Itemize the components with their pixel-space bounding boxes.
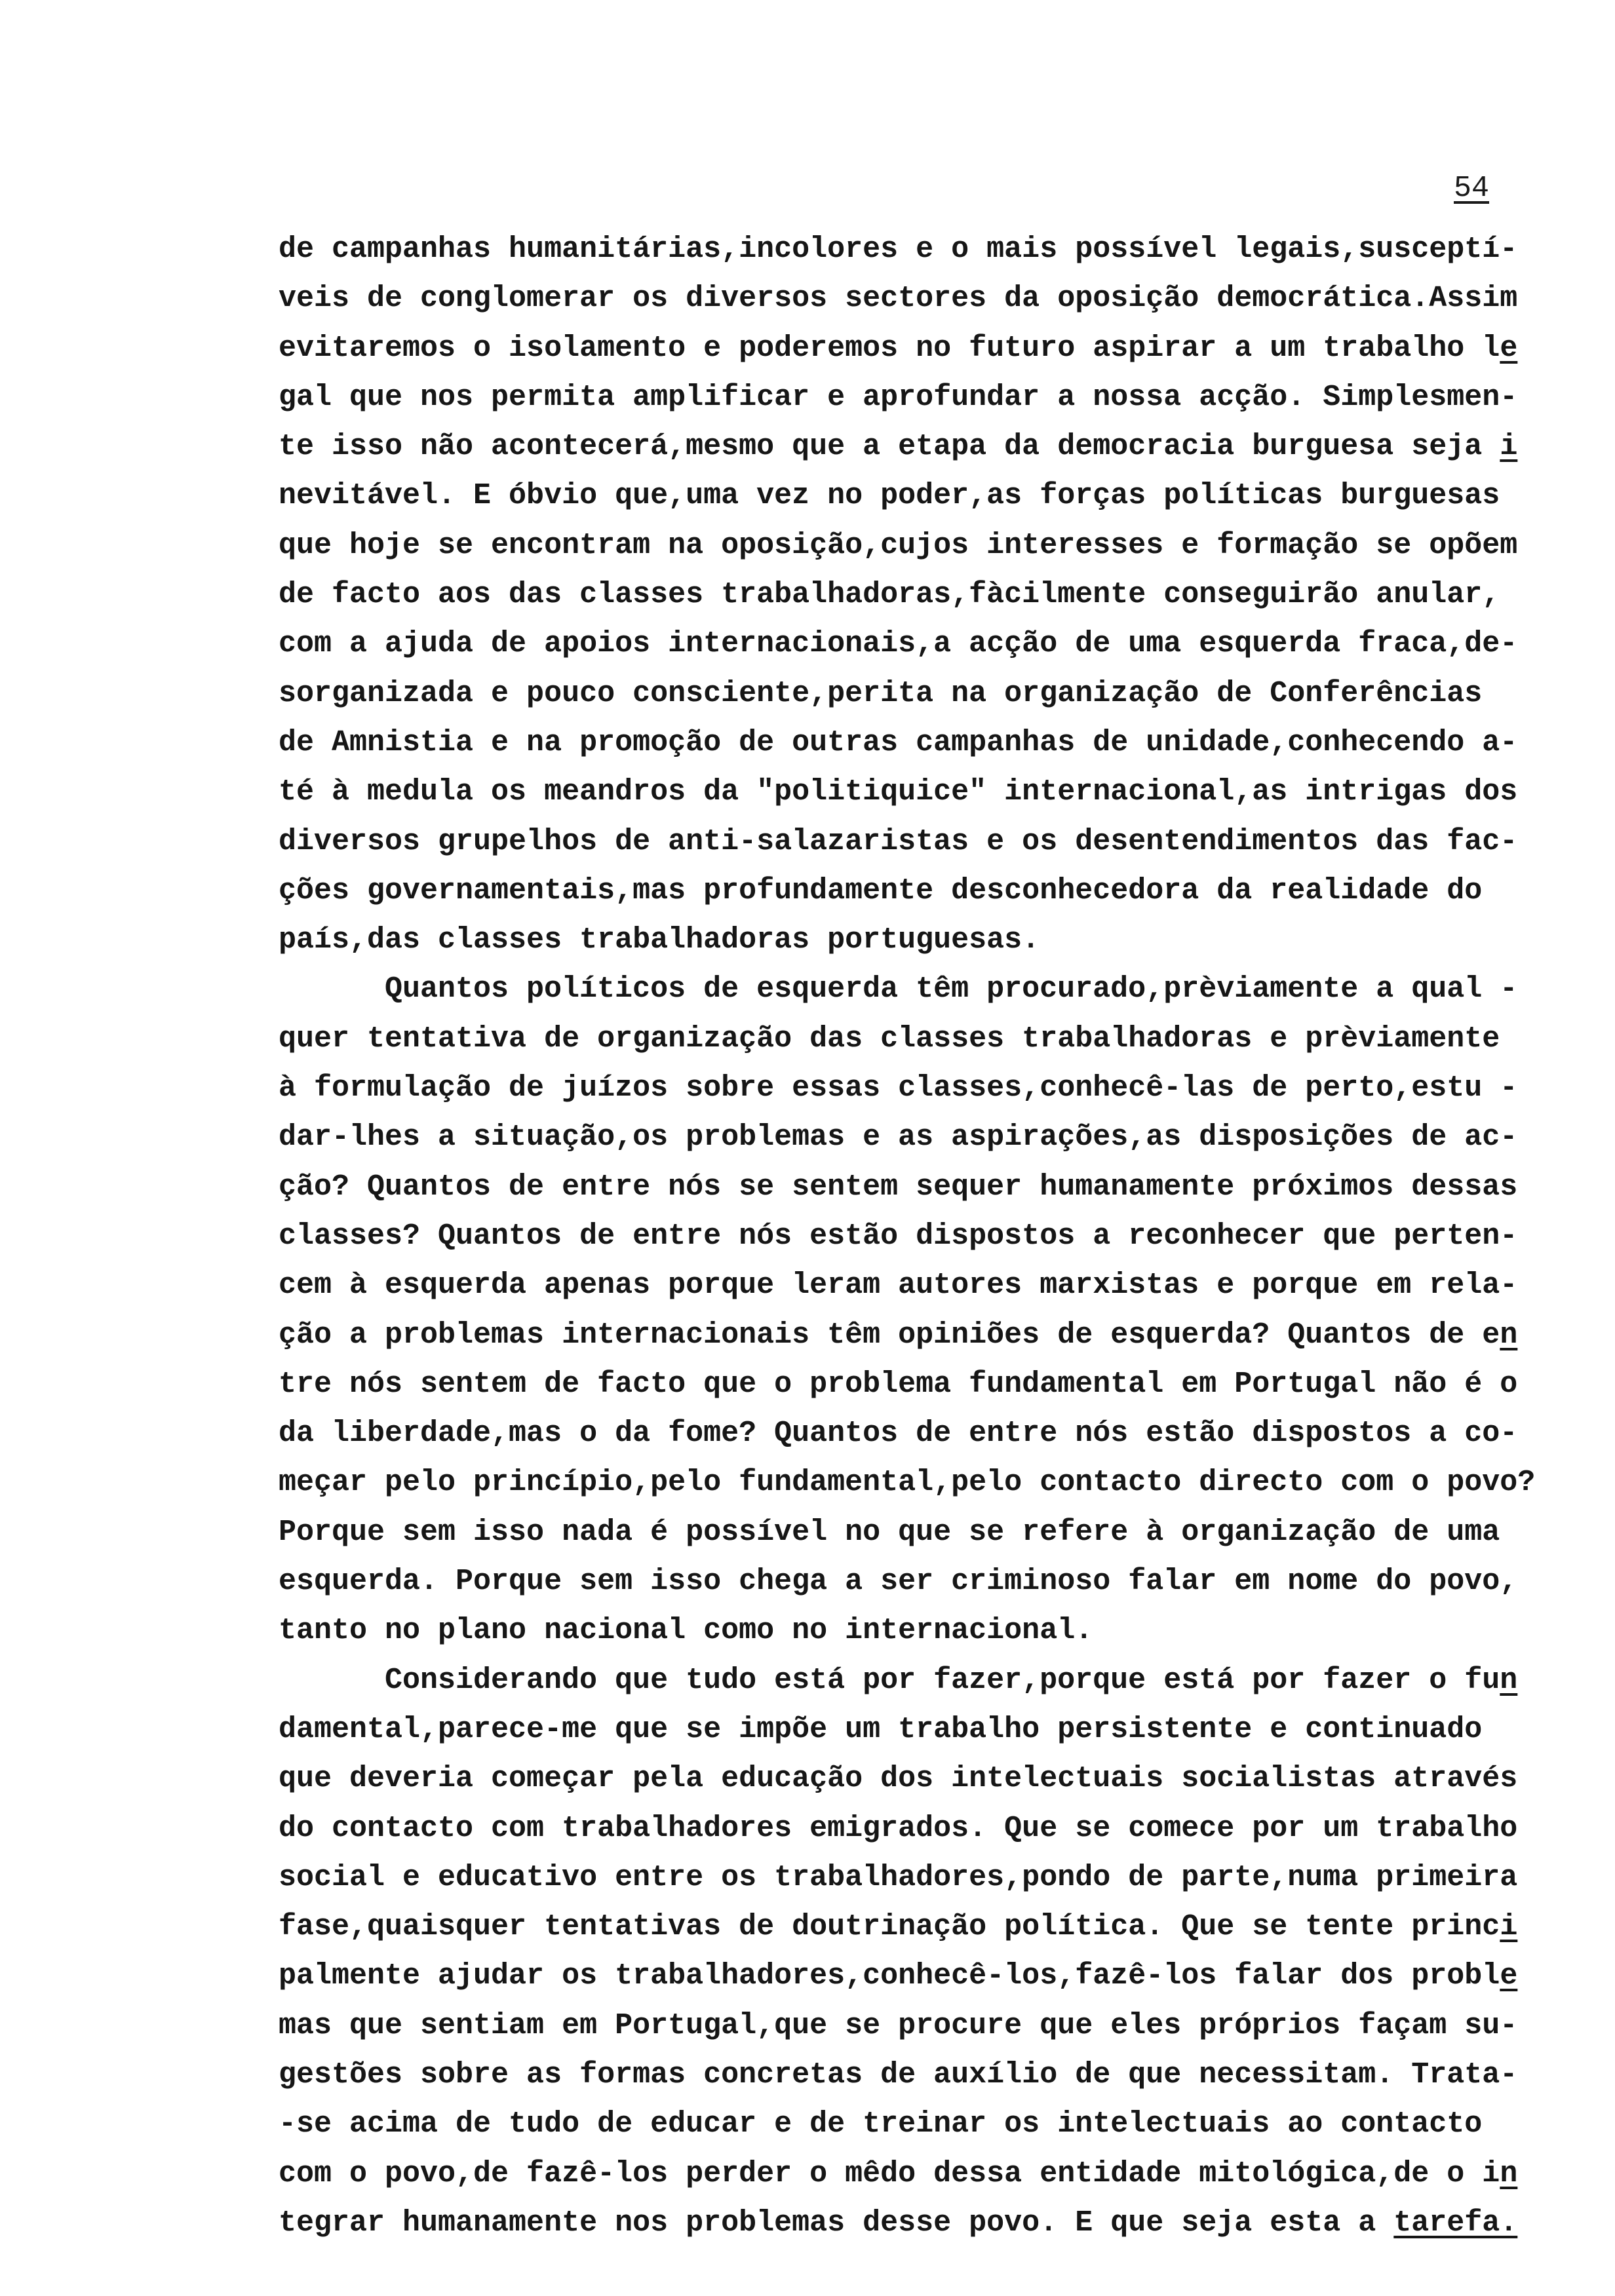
line-text: de Amnistia e na promoção de outras campanhas de unidade,conhecendo a- (279, 725, 1518, 759)
text-line (279, 1557, 1576, 1606)
underlined-text: i (1500, 1910, 1518, 1944)
line-text: de campanhas humanitárias,incolores e o mais possível legais,susceptí- (279, 233, 1518, 266)
underlined-text: e (1500, 331, 1518, 365)
text-line (279, 1311, 1576, 1360)
text-line (279, 1606, 1576, 1655)
underlined-text: n (1500, 2156, 1518, 2191)
underlined-text: i (1500, 430, 1518, 464)
line-text: tre nós sentem de facto que o problema fundamental em Portugal não é o (279, 1367, 1518, 1401)
line-text: diversos grupelhos de anti-salazaristas e os desentendimentos das fac- (279, 824, 1518, 858)
text-line (279, 1261, 1576, 1310)
line-text: té à medula os meandros da "politiquice" internacional,as intrigas dos (279, 775, 1518, 809)
line-text: gestões sobre as formas concretas de auxílio de que necessitam. Trata- (279, 2057, 1518, 2092)
line-text: Considerando que tudo está por fazer,porque está por fazer o fu (385, 1663, 1500, 1697)
line-text: ção? Quantos de entre nós se sentem sequer humanamente próximos dessas (279, 1170, 1518, 1204)
text-line (279, 1014, 1576, 1063)
line-text: do contacto com trabalhadores emigrados. Que se comece por um trabalho (279, 1811, 1518, 1845)
line-text: gal que nos permita amplificar e aprofundar a nossa acção. Simplesmen- (279, 380, 1518, 414)
text-line (279, 2001, 1576, 2050)
text-line (279, 619, 1576, 668)
text-line (279, 1705, 1576, 1754)
paragraph (279, 1656, 1576, 2248)
text-line (279, 1508, 1576, 1557)
line-text: ções governamentais,mas profundamente desconhecedora da realidade do (279, 873, 1483, 908)
text-line (279, 915, 1576, 965)
text-line (279, 669, 1576, 718)
line-text: da liberdade,mas o da fome? Quantos de entre nós estão dispostos a co- (279, 1417, 1518, 1451)
page-number: 54 (1454, 172, 1490, 205)
text-line (279, 866, 1576, 915)
text-line (279, 718, 1576, 767)
line-text: país,das classes trabalhadoras portuguesas. (279, 923, 1040, 957)
line-text: mas que sentiam em Portugal,que se procure que eles próprios façam su- (279, 2008, 1518, 2042)
line-text: Porque sem isso nada é possível no que se refere à organização de uma (279, 1515, 1500, 1549)
line-text: de facto aos das classes trabalhadoras,fàcilmente conseguirão anular, (279, 578, 1500, 612)
text-line (279, 1804, 1576, 1853)
text-line (279, 570, 1576, 619)
underlined-text: e (1500, 1959, 1518, 1993)
line-text: te isso não acontecerá,mesmo que a etapa da democracia burguesa seja (279, 430, 1500, 464)
line-text: evitaremos o isolamento e poderemos no futuro aspirar a um trabalho l (279, 331, 1500, 365)
text-line (279, 1951, 1576, 2000)
line-text: damental,parece-me que se impõe um trabalho persistente e continuado (279, 1712, 1483, 1746)
line-text: classes? Quantos de entre nós estão dispostos a reconhecer que perten- (279, 1219, 1518, 1253)
text-line (279, 2099, 1576, 2149)
line-text: com a ajuda de apoios internacionais,a acção de uma esquerda fraca,de- (279, 627, 1518, 661)
line-text: à formulação de juízos sobre essas classes,conhecê-las de perto,estu - (279, 1071, 1518, 1105)
text-line (279, 1360, 1576, 1409)
text-line (279, 1656, 1576, 1705)
text-line (279, 1458, 1576, 1507)
text-line (279, 521, 1576, 570)
underlined-text: n (1500, 1663, 1518, 1697)
text-line (279, 2198, 1576, 2248)
line-text: dar-lhes a situação,os problemas e as aspirações,as disposições de ac- (279, 1120, 1518, 1155)
body-text (279, 225, 1576, 2248)
line-text: sorganizada e pouco consciente,perita na organização de Conferências (279, 676, 1483, 710)
text-line (279, 1212, 1576, 1261)
text-line (279, 225, 1576, 274)
paragraph (279, 965, 1576, 1655)
line-text: tanto no plano nacional como no internacional. (279, 1614, 1093, 1648)
line-text: -se acima de tudo de educar e de treinar os intelectuais ao contacto (279, 2107, 1483, 2141)
line-text: quer tentativa de organização das classes trabalhadoras e prèviamente (279, 1022, 1500, 1056)
line-text: Quantos políticos de esquerda têm procurado,prèviamente a qual - (385, 972, 1518, 1006)
text-line (279, 1162, 1576, 1212)
line-text: meçar pelo princípio,pelo fundamental,pelo contacto directo com o povo? (279, 1466, 1536, 1500)
text-line (279, 324, 1576, 373)
underlined-text: tarefa. (1393, 2206, 1518, 2240)
text-line (279, 1853, 1576, 1902)
text-line (279, 373, 1576, 422)
text-line (279, 274, 1576, 323)
text-line (279, 1754, 1576, 1803)
text-line (279, 767, 1576, 816)
paragraph (279, 225, 1576, 965)
text-line (279, 1063, 1576, 1113)
line-text: veis de conglomerar os diversos sectores da oposição democrática.Assim (279, 282, 1518, 316)
text-line (279, 965, 1576, 1014)
line-text: que hoje se encontram na oposição,cujos interesses e formação se opõem (279, 528, 1518, 562)
text-line (279, 471, 1576, 520)
text-line (279, 2149, 1576, 2198)
text-line (279, 2050, 1576, 2099)
line-text: cem à esquerda apenas porque leram autores marxistas e porque em rela- (279, 1269, 1518, 1303)
line-text: social e educativo entre os trabalhadores,pondo de parte,numa primeira (279, 1860, 1518, 1894)
line-text: palmente ajudar os trabalhadores,conhecê-los,fazê-los falar dos probl (279, 1959, 1500, 1993)
line-text: com o povo,de fazê-los perder o mêdo dessa entidade mitológica,de o i (279, 2156, 1500, 2191)
text-line (279, 1113, 1576, 1162)
line-text: tegrar humanamente nos problemas desse povo. E que seja esta a (279, 2206, 1394, 2240)
line-text: nevitável. E óbvio que,uma vez no poder,as forças políticas burguesas (279, 479, 1500, 513)
line-text: esquerda. Porque sem isso chega a ser criminoso falar em nome do povo, (279, 1565, 1518, 1599)
text-line (279, 1409, 1576, 1458)
underlined-text: n (1500, 1318, 1518, 1352)
line-text: fase,quaisquer tentativas de doutrinação política. Que se tente princ (279, 1910, 1500, 1944)
line-text: que deveria começar pela educação dos intelectuais socialistas através (279, 1762, 1518, 1796)
text-line (279, 817, 1576, 866)
text-line (279, 422, 1576, 471)
text-line (279, 1902, 1576, 1951)
line-text: ção a problemas internacionais têm opiniões de esquerda? Quantos de e (279, 1318, 1500, 1352)
